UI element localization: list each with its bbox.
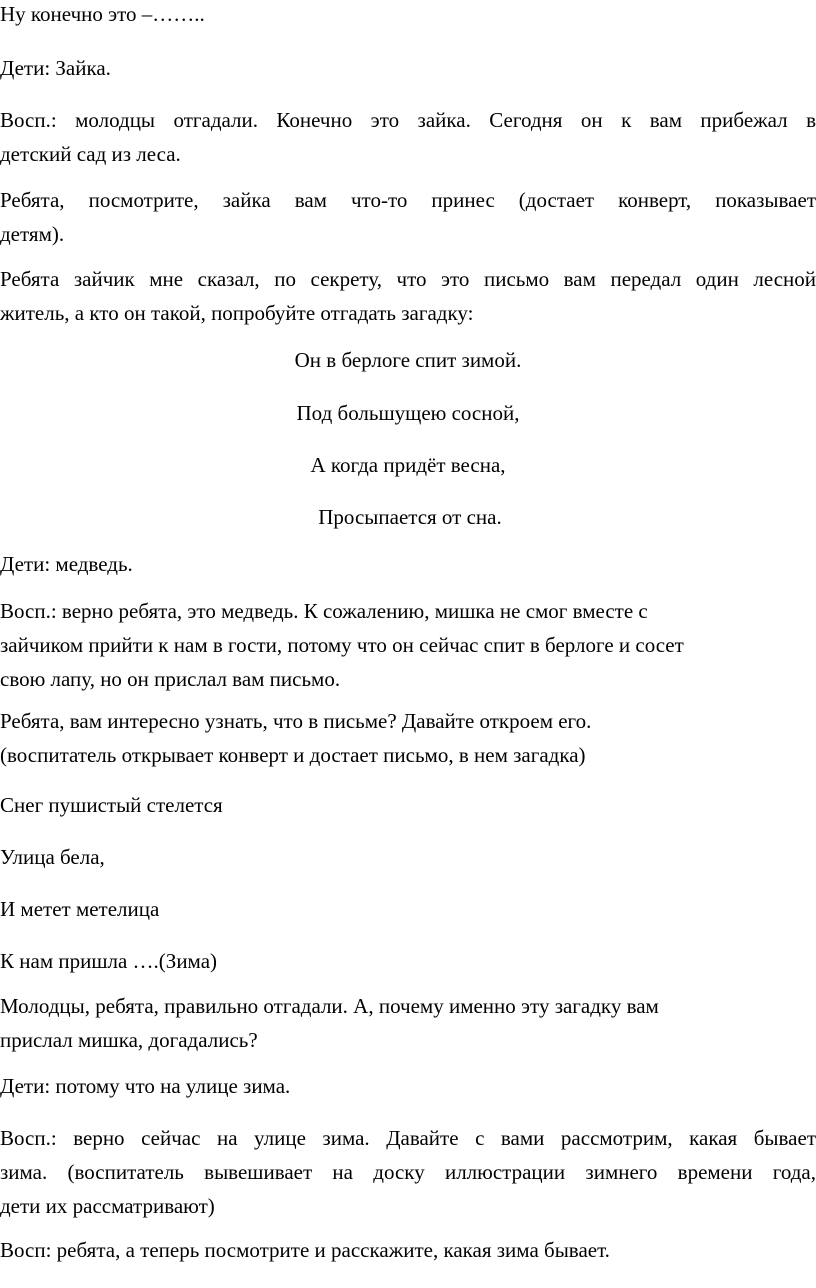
riddle2-line — [0, 788, 816, 822]
riddle-line: Под большущею сосной, — [296, 401, 520, 425]
text-line: зима. (воспитатель вывешивает на доску иллюстрации зимнего времени года, — [0, 1160, 816, 1184]
text-line: Молодцы, ребята, правильно отгадали. А, почему именно эту загадку вам — [0, 994, 659, 1018]
text-line: Ребята, вам интересно узнать, что в письме? Давайте откроем его. — [0, 709, 592, 733]
text-line: Восп.: верно сейчас на улице зима. Давайте с вами рассмотрим, какая бывает — [0, 1126, 816, 1150]
text-line: Дети: потому что на улице зима. — [0, 1074, 291, 1098]
text-line: Восп.: молодцы отгадали. Конечно это зайка. Сегодня он к вам прибежал в — [0, 108, 816, 132]
text-line: Восп: ребята, а теперь посмотрите и расскажите, какая зима бывает. — [0, 1238, 610, 1262]
paragraph-teacher-bunny — [0, 103, 816, 171]
paragraph-children-answer-bunny — [0, 51, 816, 85]
text-line: Ну конечно это –…….. — [0, 2, 205, 26]
text-line: Снег пушистый стелется — [0, 793, 223, 817]
riddle2-line — [0, 840, 816, 874]
riddle-line: А когда придёт весна, — [310, 453, 506, 477]
paragraph-children-winter — [0, 1069, 816, 1103]
paragraph-teacher-bear — [0, 594, 816, 696]
text-line: Ребята зайчик мне сказал, по секрету, что это письмо вам передал один лесной — [0, 267, 816, 291]
riddle2-line — [0, 892, 816, 926]
paragraph-praise — [0, 989, 816, 1057]
paragraph-open-letter — [0, 704, 816, 772]
paragraph-intro-question — [0, 0, 816, 31]
text-line: Восп.: верно ребята, это медведь. К сожалению, мишка не смог вместе с — [0, 599, 648, 623]
text-line: житель, а кто он такой, попробуйте отгадать загадку: — [0, 301, 474, 325]
riddle2-line — [0, 944, 816, 978]
text-line: И метет метелица — [0, 897, 160, 921]
paragraph-teacher-winter — [0, 1121, 816, 1223]
text-line: дети их рассматривают) — [0, 1194, 215, 1218]
riddle-line: Просыпается от сна. — [318, 505, 502, 529]
text-line: детям). — [0, 222, 65, 246]
text-line: прислал мишка, догадались? — [0, 1028, 258, 1052]
text-line: Дети: Зайка. — [0, 56, 111, 80]
paragraph-secret-letter — [0, 262, 816, 330]
paragraph-children-answer-bear — [0, 547, 816, 581]
paragraph-envelope — [0, 183, 816, 251]
text-line: зайчиком прийти к нам в гости, потому что он сейчас спит в берлоге и сосет — [0, 633, 684, 657]
paragraph-look-and-tell — [0, 1233, 816, 1267]
text-line: К нам пришла ….(Зима) — [0, 949, 218, 973]
text-line: свою лапу, но он прислал вам письмо. — [0, 667, 341, 691]
riddle-line: Он в берлоге спит зимой. — [294, 348, 522, 372]
text-line: (воспитатель открывает конверт и достает письмо, в нем загадка) — [0, 743, 586, 767]
text-line: Улица бела, — [0, 845, 105, 869]
text-line: детский сад из леса. — [0, 142, 181, 166]
text-line: Дети: медведь. — [0, 552, 133, 576]
text-line: Ребята, посмотрите, зайка вам что-то принес (достает конверт, показывает — [0, 188, 816, 212]
